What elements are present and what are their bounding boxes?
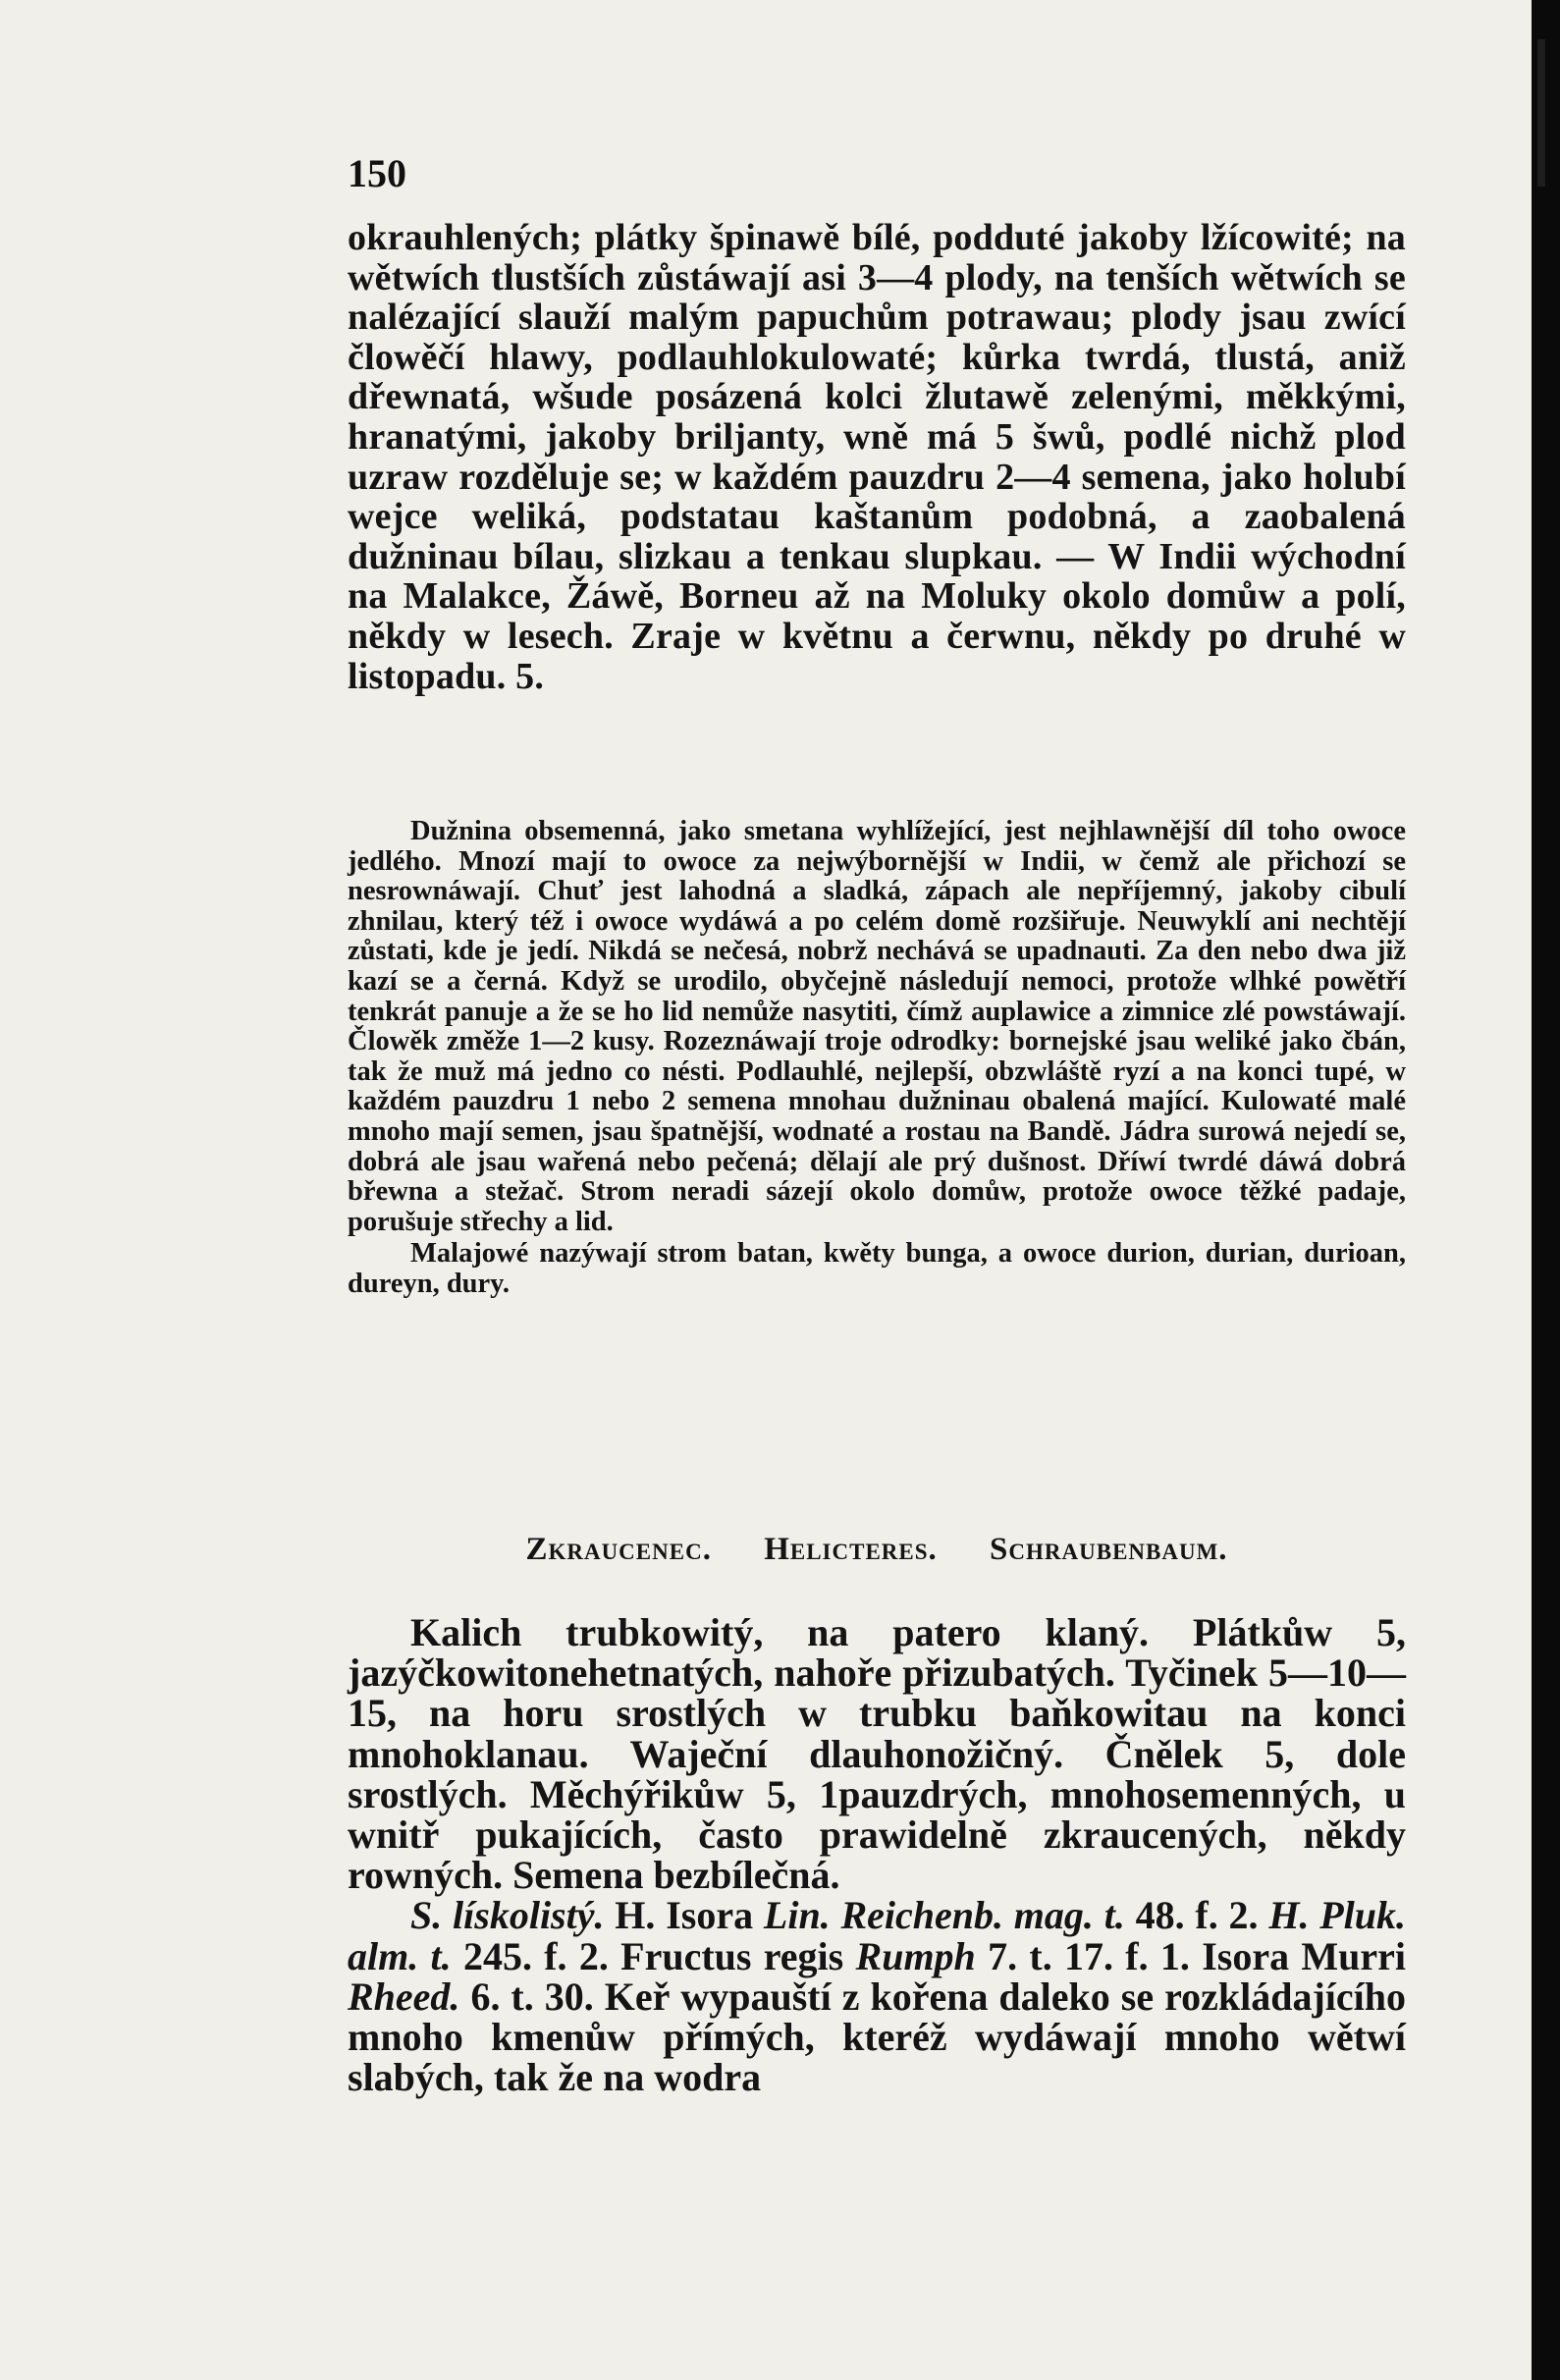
genus-name-latin: Helicteres. [764,1532,938,1567]
species-ref-1-author: Lin. Reichenb. mag. t. [763,1893,1125,1938]
species-ref-1-detail: 48. f. 2. [1135,1893,1259,1938]
note-text-block [348,817,1406,1300]
species-ref-3-detail: 7. t. 17. f. 1. Isora Murri [988,1933,1407,1978]
page-number: 150 [348,151,406,195]
species-name: S. lískolistý. [410,1893,605,1938]
genus-description: Kalich trubkowitý, na patero klaný. Plátkůw 5, jazýčkowitonehetnatých, nahoře přizubatých. Tyčinek 5—10—15, na horu srostlých w trubku baňkowitau na konci mnohoklanau. Waječní dlauhonožičný. Čnělek 5, dole srostlých. Měchýřikůw 5, 1pauzdrých, mnohosemenných, u wnitř pukajících, často prawidelně zkraucených, někdy rowných. Semena bezbílečná. [348,1610,1406,1898]
species-ref-1: H. Isora [615,1893,754,1938]
note-paragraph-durian: Dužnina obsemenná, jako smetana wyhlížející, jest nejhlawnější díl toho owoce jedlého. Mnozí mají to owoce za nejwýbornější w Indii, w čemž ale přichozí se nesrownáwají. Chuť jest lahodná a sladká, zápach ale nepříjemný, jakoby cibulí zhnilau, který též i owoce wydáwá a po celém domě rozšiřuje. Neuwyklí ani nechtějí zůstati, kde je jedí. Nikdá se nečesá, nobrž nechává se upadnauti. Za den nebo dwa již kazí se a černá. Když se urodilo, obyčejně následují nemoci, protože wlhké powětří tenkrát panuje a že se ho lid nemůže nasytiti, čímž auplawice a zimnice zlé powstáwají. Člowěk změže 1—2 kusy. Rozeznáwají troje odrodky: bornejské jsau weliké jako čbán, tak že muž má jedno co nésti. Podlauhlé, nejlepší, obzwláště ryzí a na konci tupé, w každém pauzdru 1 nebo 2 semena mnohau dužninau obalená mající. Kulowaté malé mnoho mají semen, jsau špatnější, wodnaté a rostau na Bandě. Jádra surowá nejedí se, dobrá ale jsau wařená nebo pečená; dělají ale prý dušnost. Dříwí twrdé dáwá dobrá břewna a stežač. Strom neradi sázejí okolo domůw, protože owoce těžké padaje, porušuje střechy a lid. [348,816,1406,1237]
species-ref-2-detail: 245. f. 2. Fructus regis [462,1933,844,1978]
species-ref-3: Rumph [855,1933,976,1978]
species-entry [348,1893,1407,2100]
species-text: Keř wypauští z kořena daleko se rozkládajícího mnoho kmenůw přímých, kteréž wydáwají mnoho wětwí slabých, tak že na wodra [348,1974,1407,2100]
main-paragraph: okrauhlených; plátky špinawě bílé, podduté jakoby lžícowité; na wětwích tlustších zůstáwají asi 3—4 plody, na tenších wětwích se nalézající slauží malým papuchům potrawau; plody jsau zwící člowěčí hlawy, podlauhlokulowaté; kůrka twrdá, tlustá, aniž dřewnatá, wšude posázená kolci žlutawě zelenými, měkkými, hranatými, jakoby briljanty, wně má 5 šwů, podlé nichž plod uzraw rozděluje se; w každém pauzdru 2—4 semena, jako holubí wejce weliká, podstatau kaštanům podobná, a zaobalená dužninau bílau, slizkau a tenkau slupkau. — W Indii wýchodní na Malakce, Žáwě, Borneu až na Moluky okolo domůw a polí, někdy w lesech. Zraje w květnu a čerwnu, někdy po druhé w listopadu. 5. [348,217,1406,697]
binding-edge [1532,0,1560,2380]
binding-notch [1537,39,1545,187]
species-ref-4: Rheed. [348,1974,460,2019]
species-ref-4-detail: 6. t. 30. [470,1974,594,2019]
genus-text-block [348,1610,1407,2100]
main-text-block [348,218,1406,696]
genus-heading [348,1532,1406,1568]
note-paragraph-names: Malajowé nazýwají strom batan, kwěty bunga, a owoce durion, durian, durioan, dureyn, dury. [348,1238,1406,1299]
genus-name-czech: Zkraucenec. [525,1532,712,1567]
species-ref-2: H. Pluk. alm. t. [348,1893,1407,1978]
genus-name-german: Schraubenbaum. [990,1532,1228,1567]
